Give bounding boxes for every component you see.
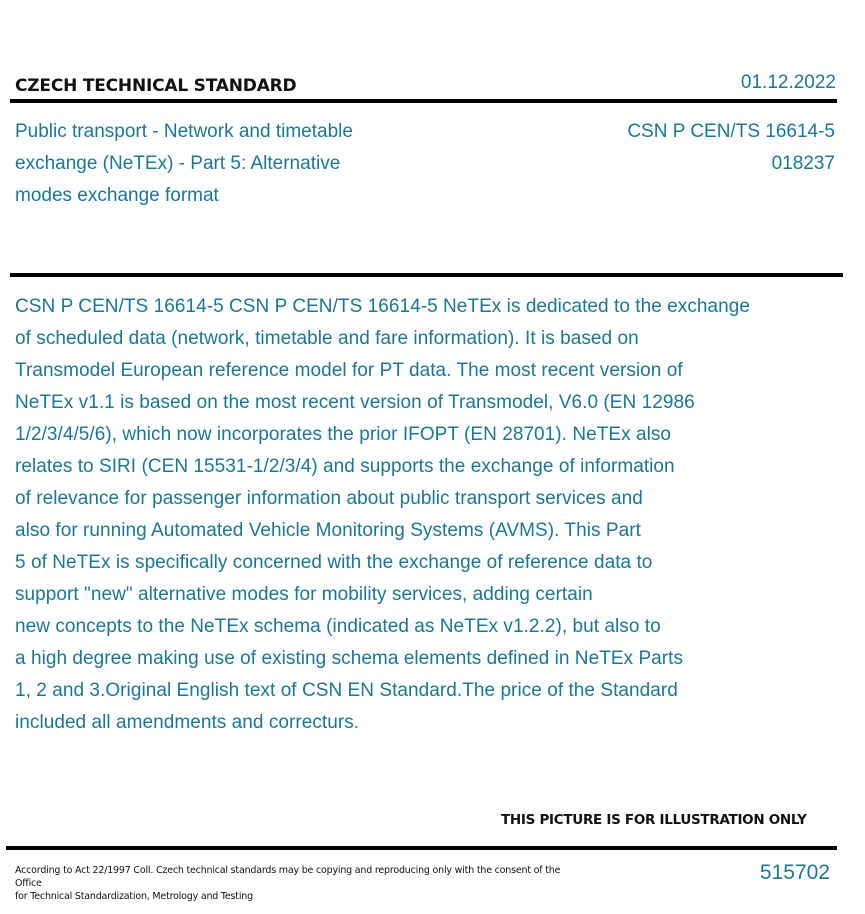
header-divider — [10, 99, 837, 103]
legal-line: for Technical Standardization, Metrology and Testing — [15, 891, 253, 902]
standard-title — [15, 116, 415, 212]
document-id: 515702 — [759, 861, 830, 884]
title-line: modes exchange format — [15, 185, 219, 206]
title-line: exchange (NeTEx) - Part 5: Alternative — [15, 153, 341, 174]
catalog-number: 018237 — [771, 153, 835, 174]
footer-divider — [6, 846, 837, 850]
title-divider — [10, 273, 843, 277]
title-line: Public transport - Network and timetable — [15, 121, 353, 142]
legal-notice — [15, 864, 575, 903]
standard-description: CSN P CEN/TS 16614-5 CSN P CEN/TS 16614-5 NeTEx is dedicated to the exchange of scheduled data (network, timetable and fare information). It is based on Transmodel European reference model for PT data. The most recent version of NeTEx v1.1 is based on the most recent version of Transmodel, V6.0 (EN 12986 1/2/3/4/5/6), which now incorporates the prior IFOPT (EN 28701). NeTEx also relates to SIRI (CEN 15531-1/2/3/4) and supports the exchange of information of relevance for passenger information about public transport services and also for running Automated Vehicle Monitoring Systems (AVMS). This Part 5 of NeTEx is specifically concerned with the exchange of reference data to support "new" alternative modes for mobility services, adding certain new concepts to the NeTEx schema (indicated as NeTEx v1.2.2), but also to a high degree making use of existing schema elements defined in NeTEx Parts 1, 2 and 3.Original English text of CSN EN Standard.The price of the Standard included all amendments and correcturs. — [15, 296, 750, 733]
standard-codes — [627, 116, 835, 180]
legal-line: According to Act 22/1997 Coll. Czech technical standards may be copying and reproducing only with the consent of the Office — [15, 865, 561, 889]
illustration-note: THIS PICTURE IS FOR ILLUSTRATION ONLY — [501, 812, 807, 828]
header-label: CZECH TECHNICAL STANDARD — [15, 76, 297, 96]
standard-code: CSN P CEN/TS 16614-5 — [627, 121, 835, 142]
publication-date: 01.12.2022 — [740, 72, 836, 93]
